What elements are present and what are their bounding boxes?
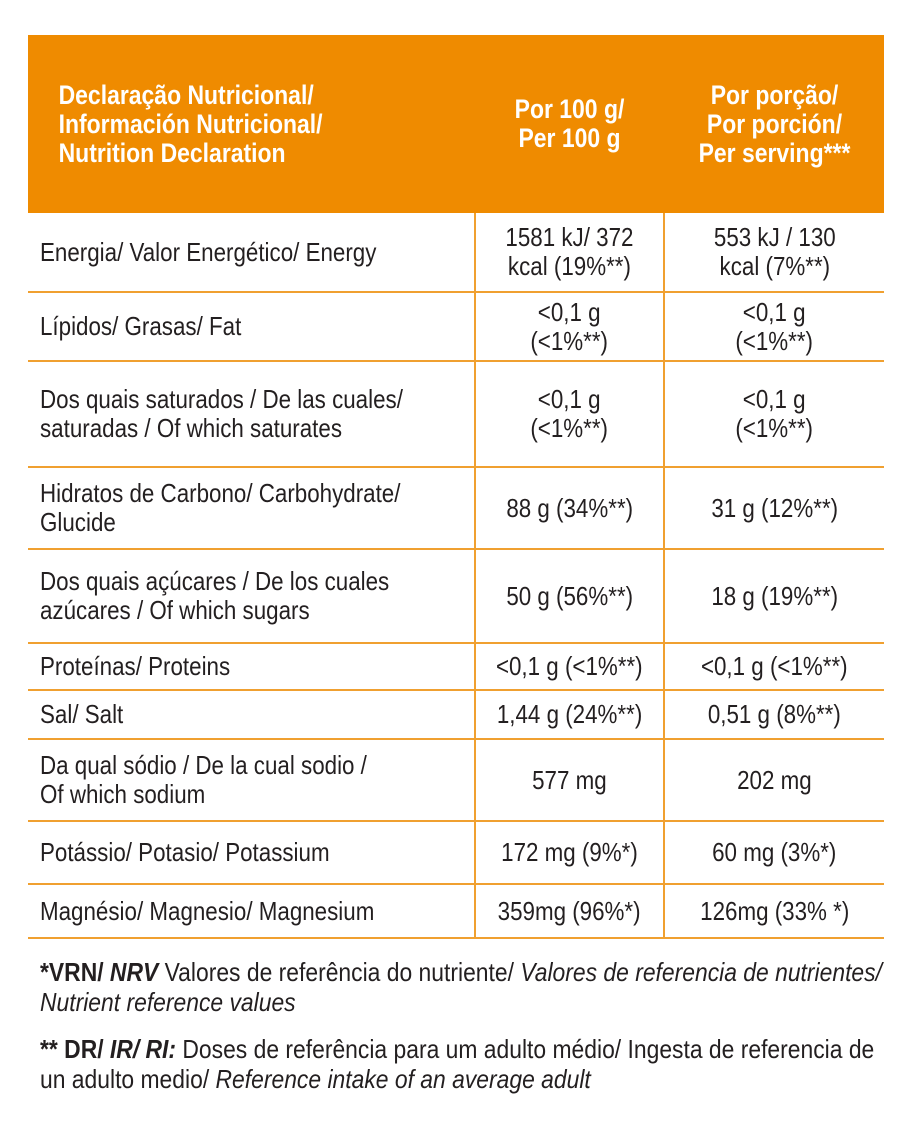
table-row-proteins [28, 644, 884, 691]
value-per-100g: <0,1 g (<1%**) [530, 296, 609, 356]
nutrient-name: Dos quais saturados / De las cuales/ saturadas / Of which saturates [40, 384, 403, 443]
header-per-serving: Por porção/ Por porción/ Per serving*** [698, 79, 851, 168]
value-per-100g: 88 g (34%**) [506, 492, 633, 523]
nutrient-name: Sal/ Salt [40, 699, 124, 729]
value-per-serving: 553 kJ / 130 kcal (7%**) [713, 222, 836, 281]
nutrient-name: Proteínas/ Proteins [40, 651, 231, 681]
value-per-serving: <0,1 g (<1%**) [701, 651, 848, 681]
value-per-serving: 60 mg (3%*) [712, 837, 837, 867]
value-per-serving: 126mg (33% *) [699, 895, 850, 926]
nutrient-name: Lípidos/ Grasas/ Fat [40, 311, 242, 341]
nutrient-name: Magnésio/ Magnesio/ Magnesium [40, 895, 375, 926]
table-header [28, 35, 884, 213]
value-per-serving: 202 mg [737, 764, 812, 795]
value-per-100g: <0,1 g (<1%**) [496, 651, 643, 681]
header-per-100g: Por 100 g/ Per 100 g [514, 94, 625, 153]
table-row-salt [28, 691, 884, 740]
nutrition-table [28, 35, 884, 939]
value-per-serving: <0,1 g (<1%**) [735, 384, 814, 443]
value-per-100g: 1581 kJ/ 372 kcal (19%**) [505, 222, 634, 281]
value-per-100g: 172 mg (9%*) [501, 837, 638, 867]
table-row-saturates [28, 362, 884, 468]
value-per-serving: 18 g (19%**) [711, 580, 838, 611]
nutrient-name: Da qual sódio / De la cual sodio / Of which sodium [40, 750, 367, 809]
value-per-100g: 359mg (96%*) [498, 895, 641, 926]
table-row-energy [28, 213, 884, 293]
table-row-fat [28, 293, 884, 362]
footnote-nrv: *VRN/ NRV Valores de referência do nutriente/ Valores de referencia de nutrientes/ Nutrient reference values [40, 957, 882, 1017]
table-row-magnesium [28, 885, 884, 939]
nutrient-name: Energia/ Valor Energético/ Energy [40, 236, 377, 267]
table-row-sodium [28, 740, 884, 822]
header-nutrition-declaration: Declaração Nutricional/ Información Nutricional/ Nutrition Declaration [58, 79, 323, 168]
value-per-100g: 50 g (56%**) [506, 580, 633, 611]
nutrient-name: Hidratos de Carbono/ Carbohydrate/ Glucide [40, 478, 401, 537]
value-per-serving: <0,1 g (<1%**) [735, 296, 814, 356]
nutrient-name: Potássio/ Potasio/ Potassium [40, 837, 330, 867]
value-per-100g: 1,44 g (24%**) [496, 699, 643, 729]
table-row-potassium [28, 822, 884, 885]
table-row-sugars [28, 550, 884, 644]
value-per-100g: <0,1 g (<1%**) [530, 384, 609, 443]
value-per-100g: 577 mg [532, 764, 607, 795]
value-per-serving: 0,51 g (8%**) [707, 699, 842, 729]
footnote-reference-intake: ** DR/ IR/ RI: Doses de referência para um adulto médio/ Ingesta de referencia de un adulto medio/ Reference intake of an average adult [40, 1034, 875, 1094]
value-per-serving: 31 g (12%**) [711, 492, 838, 523]
nutrient-name: Dos quais açúcares / De los cuales azúcares / Of which sugars [40, 566, 390, 625]
table-row-carbohydrate [28, 468, 884, 550]
